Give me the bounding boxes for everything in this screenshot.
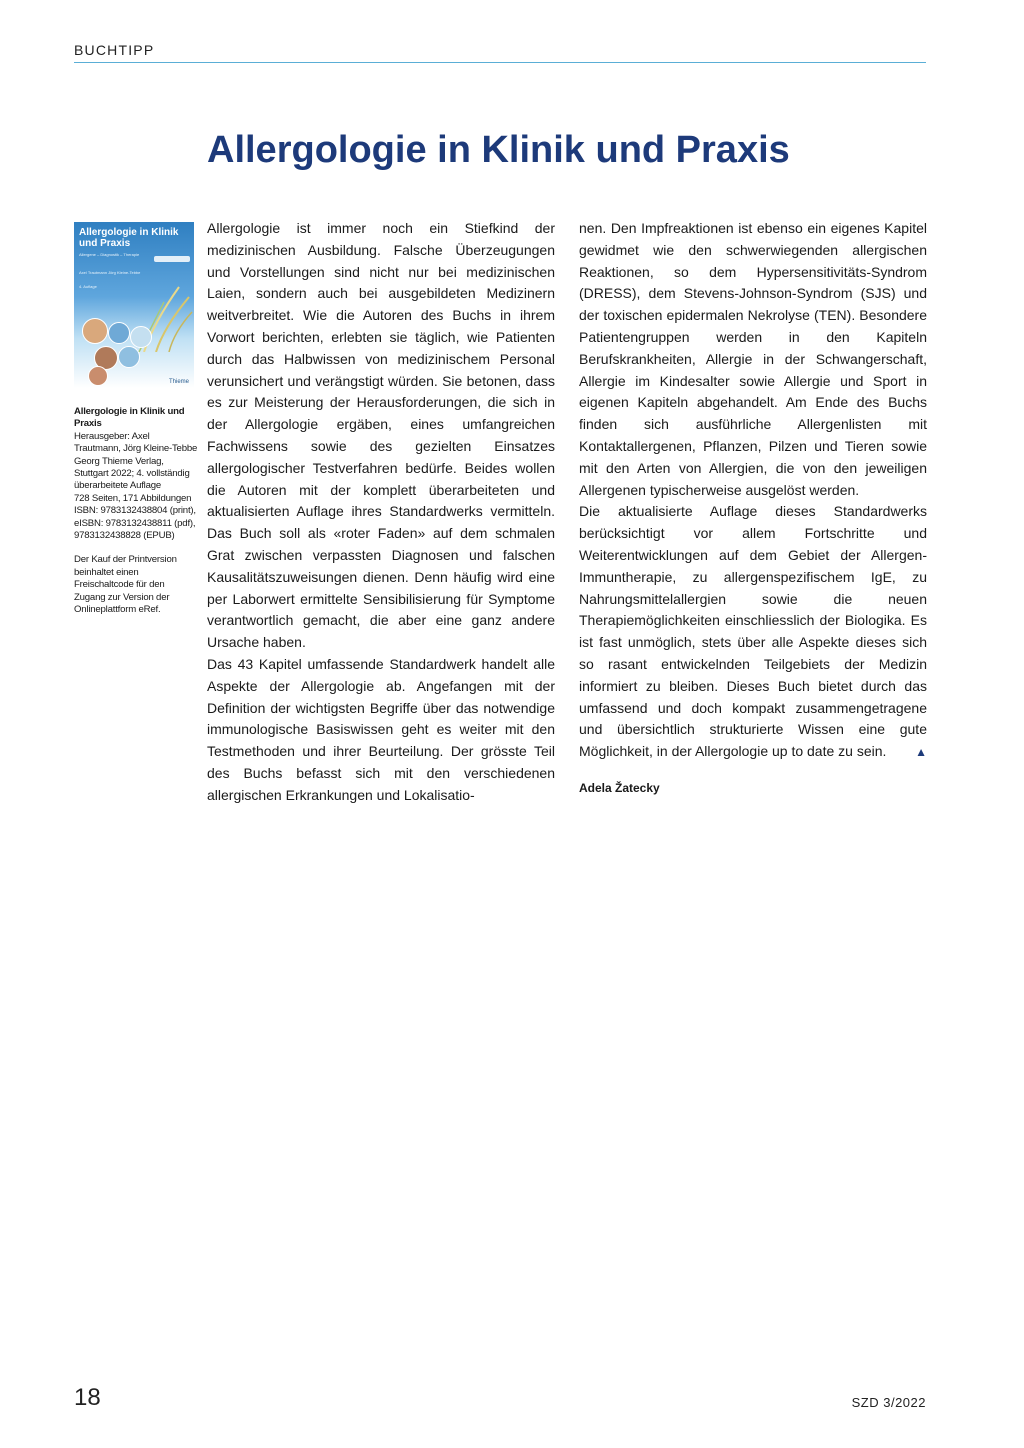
issue-label: SZD 3/2022 <box>851 1395 926 1410</box>
cover-badge <box>154 256 190 262</box>
paragraph: Allergologie ist immer noch ein Stiefkind der medizinischen Ausbildung. Falsche Überzeugungen und Vorstellungen sind nicht nur bei medizinischen Laien, sondern auch bei ausgebildeten Medizinern weitverbreitet. Wie die Autoren des Buchs in ihrem Vorwort berichten, erlebten sie täglich, wie Patienten durch das Halbwissen von medizinischem Personal verunsichert und verängstigt würden. Sie betonen, dass es zur Meisterung der Herausforderungen, die sich in der Allergologie ergäben, eines umfangreichen Fachwissens sowie des gezielten Einsatzes allergologischer Testverfahren bedürfe. Beides wollen die Autoren mit der komplett überarbeiteten und aktualisierten Auflage ihres Standardwerks vermitteln. Das Buch soll als «roter Faden» auf dem schmalen Grat zwischen verpassten Diagnosen und falschen Kausalitätszuweisungen dienen. Denn häufig wird eine per Laborwert ermittelte Sensibilisierung für Symptome verantwortlich gemacht, die aber eine ganz andere Ursache haben. <box>207 220 555 651</box>
paragraph: Das 43 Kapitel umfassende Standardwerk handelt alle Aspekte der Allergologie ab. Angefangen mit der Definition der wichtigsten Begriffe über das notwendige immunologische Basiswissen geht es weiter mit den Testmethoden und ihrer Beurteilung. Der grösste Teil des Buchs befasst sich mit den verschiedenen allergischen Erkrankungen und Lokalisatio- <box>207 655 555 803</box>
cover-photo-6 <box>88 366 108 386</box>
paragraph-text: Die aktualisierte Auflage dieses Standardwerks berücksichtigt vor allem Fortschritte und Weiterentwicklungen auf dem Gebiet der Allergen-Immuntherapie, zu allergenspezifischem IgE, zu Nahrungsmittelallergien sowie die neuen Therapiemöglichkeiten einschliesslich der Biologika. Es ist fast unmöglich, stets über alle Aspekte dieses sich so rasant entwickelnden Teilgebiets der Medizin informiert zu bleiben. Dieses Buch bietet durch das umfassend und doch kompakt zusammengetragene und übersichtlich strukturierte Wissen eine gute Möglichkeit, in der Allergologie up to date zu sein. <box>579 503 927 760</box>
cover-publisher: Thieme <box>168 379 189 385</box>
cover-photo-5 <box>118 346 140 368</box>
header-rule <box>74 62 926 63</box>
cover-photo-2 <box>108 322 130 344</box>
section-label: BUCHTIPP <box>74 42 155 58</box>
body-column-1 <box>207 218 555 807</box>
caption-note: Der Kauf der Printversion beinhaltet einen Freischaltcode für den Zugang zur Version der Onlineplattform eRef. <box>74 554 177 616</box>
article-title: Allergologie in Klinik und Praxis <box>207 129 790 171</box>
cover-photo-3 <box>130 326 152 348</box>
page-number: 18 <box>74 1384 101 1411</box>
paragraph: nen. Den Impfreaktionen ist ebenso ein eigenes Kapitel gewidmet wie den schwerwiegenden allergischen Reaktionen, so dem Hypersensitivitäts-Syndrom (DRESS), dem Stevens-Johnson-Syndrom (SJS) und der toxischen epidermalen Nekrolyse (TEN). Besondere Patientengruppen werden in den Kapiteln Berufskrankheiten, Allergie in der Schwangerschaft, Allergie im Kindesalter sowie Allergie und Sport in eigenen Kapiteln abgehandelt. Am Ende des Buchs finden sich ausführliche Allergenlisten mit Kontaktallergenen, Pflanzen, Pilzen und Tieren sowie mit den Arten von Allergien, die von den jeweiligen Allergenen typischerweise ausgelöst werden. <box>579 220 927 498</box>
caption-eisbn: eISBN: 9783132438811 (pdf), 9783132438828 (EPUB) <box>74 517 196 542</box>
book-cover-image <box>74 222 194 388</box>
cover-edition: 4. Auflage <box>79 284 97 289</box>
author-name: Adela Žatecky <box>579 780 660 795</box>
cover-photo-1 <box>82 318 108 344</box>
caption-pages: 728 Seiten, 171 Abbildungen <box>74 492 192 504</box>
cover-title: Allergologie in Klinik und Praxis <box>79 227 179 249</box>
paragraph <box>579 501 927 763</box>
cover-subtitle: Allergene – Diagnostik – Therapie <box>79 252 140 257</box>
book-caption <box>74 406 198 617</box>
caption-publisher: Georg Thieme Verlag, Stuttgart 2022; 4. vollständig überarbeitete Auflage <box>74 455 190 492</box>
caption-title: Allergologie in Klinik und Praxis <box>74 406 185 430</box>
cover-authors: Axel Trautmann Jörg Kleine-Tebbe <box>79 270 141 275</box>
body-column-2 <box>579 218 927 800</box>
caption-editors: Herausgeber: Axel Trautmann, Jörg Kleine-Tebbe <box>74 430 198 455</box>
end-triangle-icon: ▲ <box>915 745 927 760</box>
caption-isbn: ISBN: 9783132438804 (print), <box>74 505 196 517</box>
